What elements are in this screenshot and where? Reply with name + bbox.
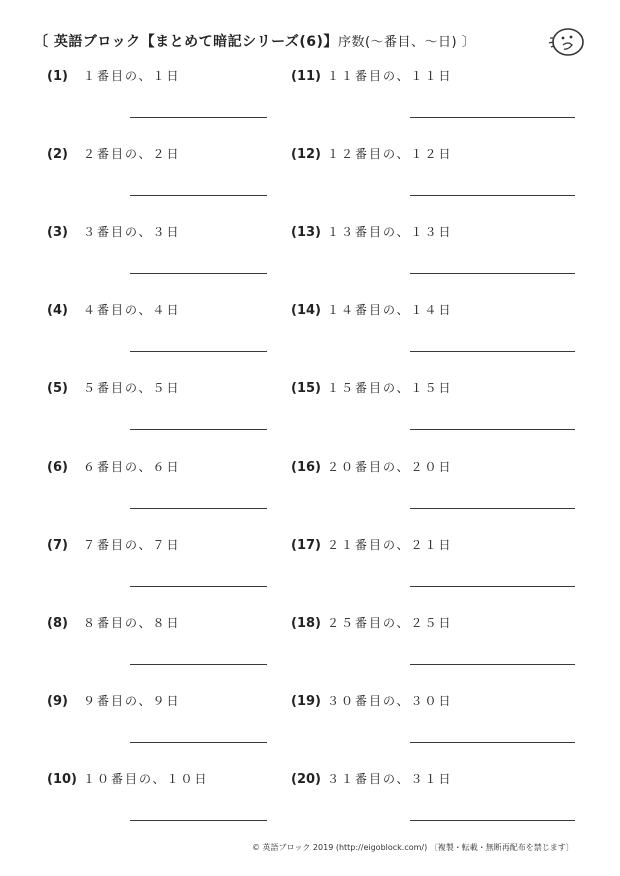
answer-line[interactable]: [130, 586, 267, 587]
question-number: (10): [47, 772, 77, 787]
question-number: (19): [291, 694, 321, 709]
question-text: １４番目の、１４日: [327, 303, 453, 317]
question-number: (8): [47, 616, 68, 631]
question-number: (18): [291, 616, 321, 631]
answer-line[interactable]: [130, 664, 267, 665]
question-text: ２５番目の、２５日: [327, 616, 453, 630]
question-number: (9): [47, 694, 68, 709]
question-number: (20): [291, 772, 321, 787]
question-item: [291, 614, 453, 684]
question-item: [291, 67, 453, 137]
smiley-face-icon: [544, 26, 588, 58]
question-item: [47, 145, 181, 215]
question-number: (11): [291, 69, 321, 84]
question-number: (12): [291, 147, 321, 162]
answer-line[interactable]: [410, 664, 575, 665]
answer-line[interactable]: [130, 820, 267, 821]
question-text: ２１番目の、２１日: [327, 538, 453, 552]
question-item: [291, 301, 453, 371]
question-text: ６番目の、６日: [83, 460, 181, 474]
question-item: [47, 301, 181, 371]
question-item: [47, 458, 181, 528]
question-text: ３０番目の、３０日: [327, 694, 453, 708]
answer-line[interactable]: [130, 508, 267, 509]
question-text: ２０番目の、２０日: [327, 460, 453, 474]
question-item: [47, 692, 181, 762]
question-text: １１番目の、１１日: [327, 69, 453, 83]
question-text: １０番目の、１０日: [83, 772, 209, 786]
answer-line[interactable]: [130, 195, 267, 196]
question-text: ２番目の、２日: [83, 147, 181, 161]
answer-line[interactable]: [410, 273, 575, 274]
title-sub: 序数(～番目、～日) 〕: [337, 35, 476, 50]
question-number: (7): [47, 538, 68, 553]
question-text: １２番目の、１２日: [327, 147, 453, 161]
question-text: ５番目の、５日: [83, 381, 181, 395]
question-text: １３番目の、１３日: [327, 225, 453, 239]
answer-line[interactable]: [410, 117, 575, 118]
question-text: １５番目の、１５日: [327, 381, 453, 395]
answer-line[interactable]: [410, 820, 575, 821]
answer-line[interactable]: [130, 117, 267, 118]
title-main: 〔 英語ブロック【まとめて暗記シリーズ(6)】: [34, 34, 338, 50]
question-item: [47, 379, 181, 449]
question-text: ３番目の、３日: [83, 225, 181, 239]
answer-line[interactable]: [130, 429, 267, 430]
page-title: [34, 31, 475, 51]
question-text: ７番目の、７日: [83, 538, 181, 552]
question-item: [291, 692, 453, 762]
question-number: (15): [291, 381, 321, 396]
question-item: [291, 145, 453, 215]
question-item: [291, 379, 453, 449]
question-item: [47, 614, 181, 684]
question-item: [47, 223, 181, 293]
question-number: (13): [291, 225, 321, 240]
answer-line[interactable]: [410, 508, 575, 509]
question-item: [47, 770, 209, 840]
question-item: [47, 67, 181, 137]
question-text: ４番目の、４日: [83, 303, 181, 317]
question-item: [291, 223, 453, 293]
answer-line[interactable]: [130, 273, 267, 274]
question-item: [47, 536, 181, 606]
question-number: (5): [47, 381, 68, 396]
question-number: (14): [291, 303, 321, 318]
question-item: [291, 770, 453, 840]
question-number: (17): [291, 538, 321, 553]
answer-line[interactable]: [130, 351, 267, 352]
question-number: (2): [47, 147, 68, 162]
question-item: [291, 458, 453, 528]
question-number: (4): [47, 303, 68, 318]
question-number: (6): [47, 460, 68, 475]
question-number: (3): [47, 225, 68, 240]
answer-line[interactable]: [410, 429, 575, 430]
answer-line[interactable]: [130, 742, 267, 743]
question-number: (16): [291, 460, 321, 475]
question-item: [291, 536, 453, 606]
answer-line[interactable]: [410, 351, 575, 352]
question-number: (1): [47, 69, 68, 84]
question-text: ８番目の、８日: [83, 616, 181, 630]
answer-line[interactable]: [410, 742, 575, 743]
question-text: ３１番目の、３１日: [327, 772, 453, 786]
question-text: １番目の、１日: [83, 69, 181, 83]
answer-line[interactable]: [410, 586, 575, 587]
question-text: ９番目の、９日: [83, 694, 181, 708]
answer-line[interactable]: [410, 195, 575, 196]
footer-copyright: © 英語ブロック 2019 (http://eigoblock.com/) 〔複製・転載・無断再配布を禁じます〕: [252, 843, 574, 852]
